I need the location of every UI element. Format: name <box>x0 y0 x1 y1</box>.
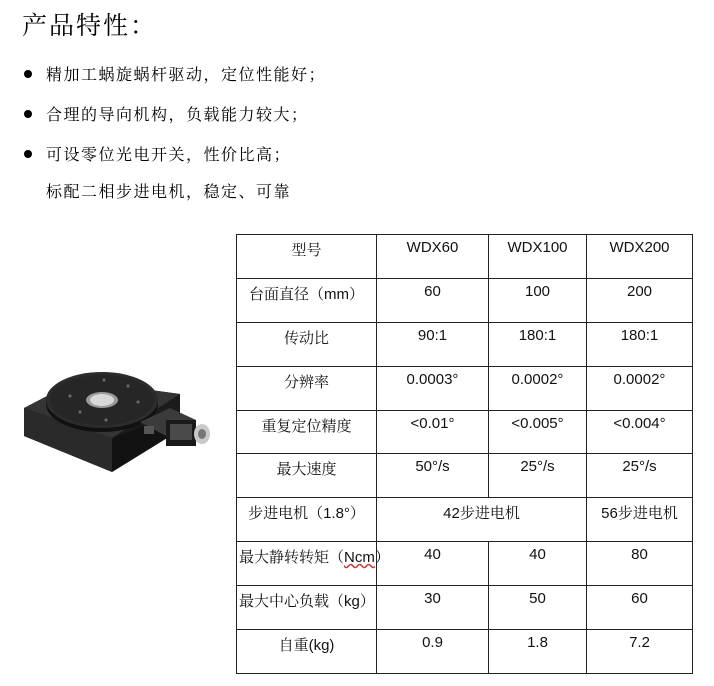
table-cell: 0.0002° <box>489 366 587 410</box>
table-cell: 60 <box>587 586 693 630</box>
row-label: 最大速度 <box>237 454 377 498</box>
table-cell: 200 <box>587 278 693 322</box>
table-cell: 40 <box>377 542 489 586</box>
table-row <box>237 410 693 454</box>
table-cell: <0.01° <box>377 410 489 454</box>
table-row <box>237 454 693 498</box>
table-cell: 180:1 <box>489 322 587 366</box>
table-cell: 30 <box>377 586 489 630</box>
table-cell: 50 <box>489 586 587 630</box>
header-cell: 型号 <box>237 235 377 279</box>
row-label: 步进电机（1.8°） <box>237 498 377 542</box>
row-label-prefix: 最大静转转矩（ <box>239 549 345 567</box>
row-label: 重复定位精度 <box>237 410 377 454</box>
table-header-row <box>237 235 693 279</box>
table-cell: 60 <box>377 278 489 322</box>
bullet-icon <box>24 110 32 118</box>
row-label: 分辨率 <box>237 366 377 410</box>
bullet-icon <box>24 70 32 78</box>
table-row <box>237 278 693 322</box>
row-label: 自重(kg) <box>237 630 377 674</box>
feature-text: 可设零位光电开关，性价比高； <box>46 145 292 164</box>
row-label-unit: Ncm <box>344 549 375 567</box>
row-label: 传动比 <box>237 322 377 366</box>
table-row <box>237 586 693 630</box>
feature-note: 标配二相步进电机，稳定、可靠 <box>46 182 292 201</box>
bullet-icon <box>24 150 32 158</box>
table-cell: 25°/s <box>587 454 693 498</box>
row-label: 最大中心负载（kg） <box>237 586 377 630</box>
table-cell-merged: 42步进电机 <box>377 498 587 542</box>
table-cell: 100 <box>489 278 587 322</box>
table-cell: <0.004° <box>587 410 693 454</box>
table-row <box>237 542 693 586</box>
feature-item <box>24 142 291 165</box>
feature-item <box>24 102 309 125</box>
spec-table <box>236 234 693 674</box>
table-cell: 25°/s <box>489 454 587 498</box>
table-row <box>237 630 693 674</box>
table-cell: 40 <box>489 542 587 586</box>
table-cell: 80 <box>587 542 693 586</box>
table-row <box>237 322 693 366</box>
table-cell: 90:1 <box>377 322 489 366</box>
header-cell: WDX100 <box>489 235 587 279</box>
header-cell: WDX60 <box>377 235 489 279</box>
header-cell: WDX200 <box>587 235 693 279</box>
table-cell: 0.0002° <box>587 366 693 410</box>
table-row <box>237 366 693 410</box>
table-cell: 1.8 <box>489 630 587 674</box>
table-cell: 56步进电机 <box>587 498 693 542</box>
table-cell: 180:1 <box>587 322 693 366</box>
rotary-stage-photo <box>20 350 220 475</box>
table-cell: 50°/s <box>377 454 489 498</box>
feature-text: 合理的导向机构，负载能力较大； <box>46 105 309 124</box>
table-cell: 7.2 <box>587 630 693 674</box>
feature-item <box>24 62 326 85</box>
feature-text: 精加工蜗旋蜗杆驱动，定位性能好； <box>46 65 327 84</box>
row-label-suffix: ） <box>374 549 390 567</box>
row-label <box>237 542 390 586</box>
table-cell: <0.005° <box>489 410 587 454</box>
table-row <box>237 498 693 542</box>
page-title: 产品特性： <box>22 11 158 40</box>
table-cell: 0.9 <box>377 630 489 674</box>
table-cell: 0.0003° <box>377 366 489 410</box>
row-label: 台面直径（mm） <box>237 278 377 322</box>
